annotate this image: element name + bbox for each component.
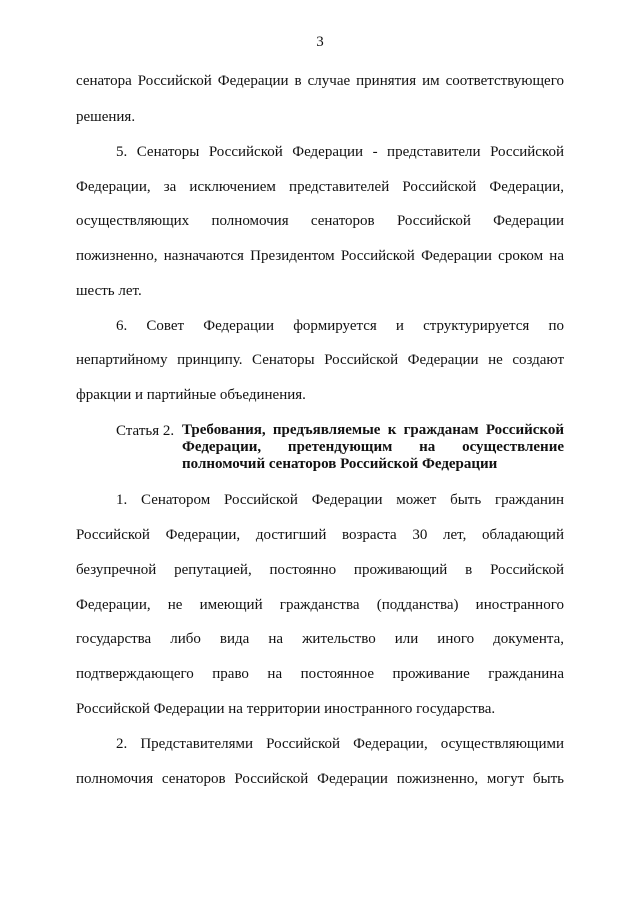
text-line: сенатора Российской Федерации в случае принятия им соответствующего: [76, 73, 564, 89]
text-line: подтверждающего право на постоянное проживание гражданина: [76, 666, 564, 682]
text-line: Федерации, за исключением представителей Российской Федерации,: [76, 179, 564, 195]
text-line: 1. Сенатором Российской Федерации может быть гражданин: [116, 492, 564, 508]
text-line: Российской Федерации, достигший возраста 30 лет, обладающий: [76, 527, 564, 543]
text-line: Российской Федерации на территории иностранного государства.: [76, 701, 496, 717]
text-line: фракции и партийные объединения.: [76, 387, 306, 403]
article-title-line: Требования, предъявляемые к гражданам Российской: [182, 422, 564, 438]
text-line: решения.: [76, 109, 136, 125]
text-line: 2. Представителями Российской Федерации, осуществляющими: [116, 736, 564, 752]
text-line: пожизненно, назначаются Президентом Российской Федерации сроком на: [76, 248, 564, 264]
text-line: шесть лет.: [76, 283, 142, 299]
text-line: осуществляющих полномочия сенаторов Российской Федерации: [76, 213, 564, 229]
page-number: 3: [316, 34, 324, 50]
text-line: полномочия сенаторов Российской Федерации пожизненно, могут быть: [76, 771, 564, 787]
text-line: 5. Сенаторы Российской Федерации - представители Российской: [116, 144, 564, 160]
text-line: непартийному принципу. Сенаторы Российской Федерации не создают: [76, 352, 564, 368]
text-line: Федерации, не имеющий гражданства (подданства) иностранного: [76, 597, 564, 613]
article-label: Статья 2.: [116, 423, 175, 439]
article-title-line: полномочий сенаторов Российской Федерации: [182, 456, 498, 472]
article-title-line: Федерации, претендующим на осуществление: [182, 439, 564, 455]
text-line: 6. Совет Федерации формируется и структурируется по: [116, 318, 564, 334]
text-line: государства либо вида на жительство или иного документа,: [76, 631, 564, 647]
text-line: безупречной репутацией, постоянно проживающий в Российской: [76, 562, 564, 578]
